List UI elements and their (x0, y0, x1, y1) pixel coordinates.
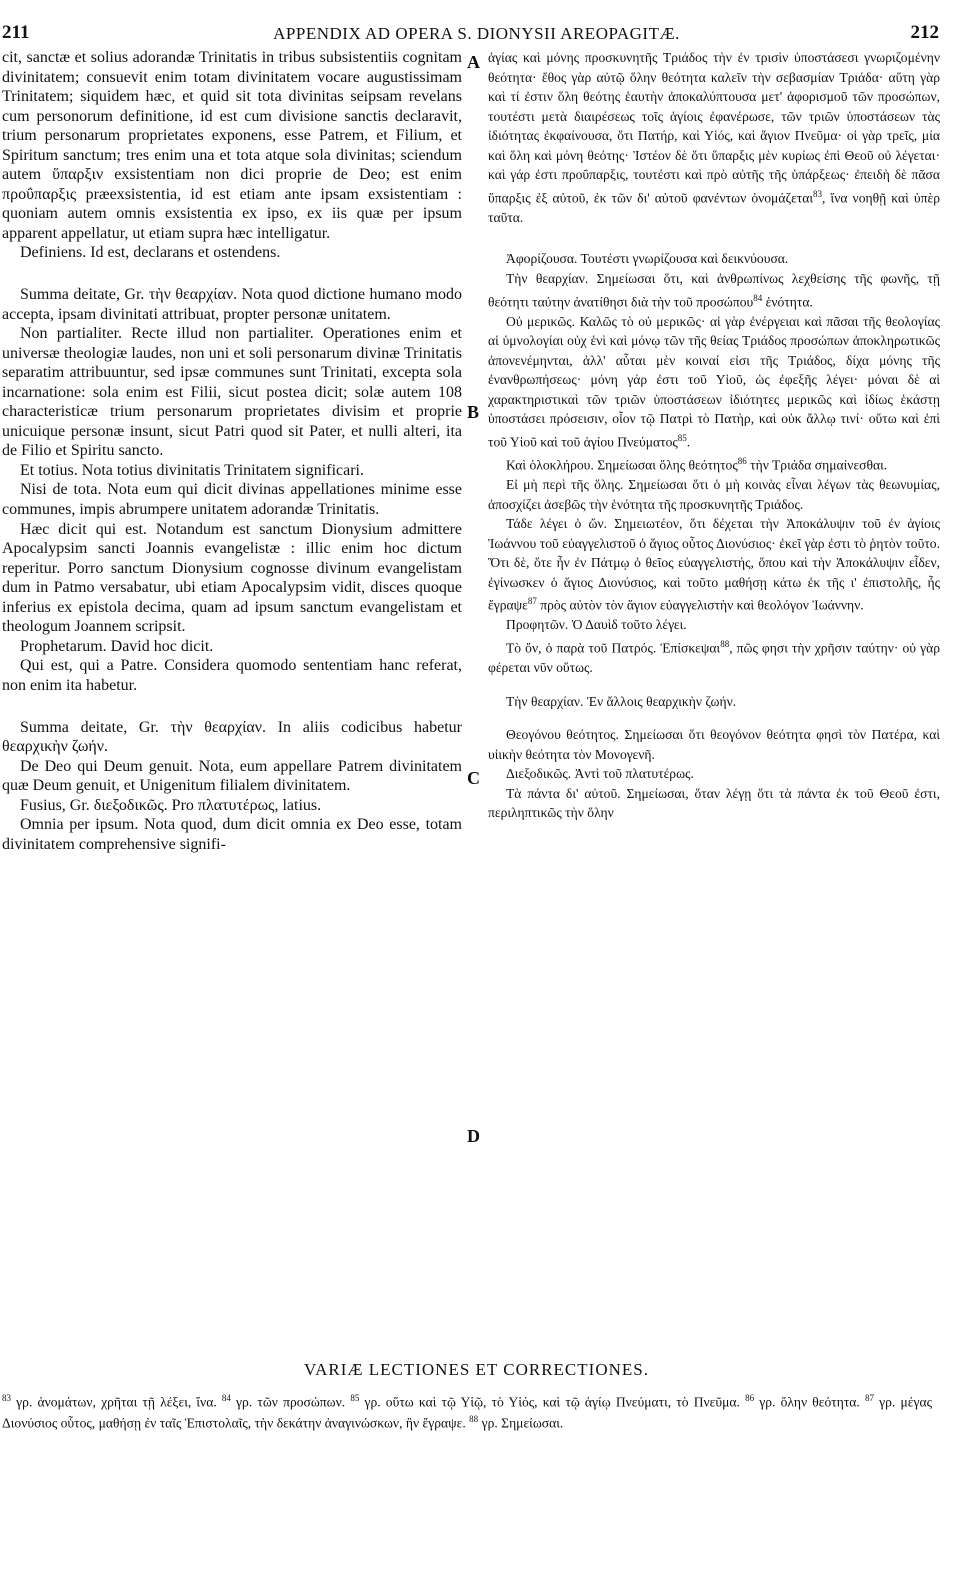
latin-paragraph: De Deo qui Deum genuit. Nota, eum appellare Patrem divinitatem quæ Deum genuit, et Unigenitum filialem divinitatem. (2, 757, 462, 795)
greek-paragraph: Τὸ ὄν, ὁ παρὰ τοῦ Πατρός. Ἐπίσκεψαι$^{88}$, πῶς φησι τὴν χρῆσιν ταύτην· οὐ γὰρ φέρεται νῦν οὕτως. (488, 638, 940, 676)
greek-paragraph: Τὴν θεαρχίαν. Ἐν ἄλλοις θεαρχικὴν ζωήν. (506, 693, 737, 709)
running-header (0, 22, 953, 46)
latin-paragraph: Summa deitate, Gr. τὴν θεαρχίαν. Nota quod dictione humano modo accepta, ipsam divinitati attribuat, propter personæ unitatem. (2, 286, 462, 323)
greek-paragraph: Εἰ μὴ περὶ τῆς ὅλης. Σημείωσαι ὅτι ὁ μὴ κοινὰς εἶναι λέγων τὰς θεωνυμίας, ἀποσχίζει ἀσεβῶς τὴν ἑνότητα τῆς προσκυνητῆς Τριάδος. (488, 477, 940, 512)
greek-paragraph: Διεξοδικῶς. Ἀντὶ τοῦ πλατυτέρως. (506, 766, 694, 782)
latin-paragraph: Definiens. Id est, declarans et ostendens. (20, 244, 281, 262)
variae-lectiones-notes: $^{83}$ γρ. ἀνομάτων, χρῆται τῇ λέξει, ἵνα. $^{84}$ γρ. τῶν προσώπων. $^{85}$ γρ. οὕτω καὶ τῷ Υἱῷ, τὸ Υἱός, καὶ τῷ ἁγίῳ Πνεύματι, τὸ Πνεῦμα. $^{86}$ γρ. ὅλην θεότητα. $^{87}$ γρ. μέγας Διονύσιος οὗτος, μαθήσῃ ἐν ταῖς Ἐπιστολαῖς, τὴν δεκάτην ἀναγινώσκων, ἣν ἔγραψε. $^{88}$ γρ. Σημείωσαι. (2, 1393, 932, 1431)
latin-paragraph: Prophetarum. David hoc dicit. (20, 637, 214, 655)
greek-column (488, 48, 940, 823)
latin-paragraph: Non partialiter. Recte illud non partialiter. Operationes enim et universæ theologiæ laudes, non uni et soli personarum divinæ Trinitatis separatim attribuuntur, sed ipsæ communes sunt Trinitati, excepta sola incarnatione: sola enim est Filii, sicut postea dicit; solæ autem 108 characteristicæ trium personarum proprietates divisim et proprie unicuique personæ insunt, sicut Patri quod sit Pater, et nulli alteri, ita de Filio et Spiritu sancto. (2, 325, 462, 460)
latin-paragraph: Hæc dicit qui est. Notandum est sanctum Dionysium admittere Apocalypsim sancti Joannis evangelistæ : illic enim hoc dictum reperitur. Porro sanctum Dionysium cognosse divinum evangelistam dum in Patmo versabatur, ubi etiam Apocalypsim vidit, disces quoque inferius ex epistola decima, quam ad ipsum sanctum evangelistam et theologum Joannem scripsit. (2, 520, 462, 636)
footnote-ref: 87 (527, 596, 537, 607)
variae-lectiones-heading: VARIÆ LECTIONES ET CORRECTIONES. (304, 1360, 649, 1379)
section-marker-d: D (467, 1126, 480, 1146)
footnote-ref: 88 (720, 638, 730, 649)
greek-paragraph: ἁγίας καὶ μόνης προσκυνητῆς Τριάδος τὴν ἐν τρισὶν ὑποστάσεσι γνωριζομένην θεότητα· ἔθος γὰρ αὐτῷ ὅλην θεότητα καλεῖν τὴν σεβασμίαν Τριάδα· αὕτη γὰρ καὶ τί ἐστιν ὅλη θεότης ἑαυτὴν ἀποκαλύπτουσα μετ' ἀφορισμοῦ τῶν προσώπων, τουτέστι μετὰ διαιρέσεως τοῖς ἁγίοις ἐφανέρωσε, τῶν τριῶν ὑποστάσεων τὰς ἰδιότητας ἐκφαίνουσα, ὅτι Πατήρ, καὶ Υἱός, καὶ ἅγιον Πνεῦμα· οἱ γὰρ τρεῖς, μία καὶ ὅλη καὶ μόνη θεότης· Ἰστέον δὲ ὅτι ὕπαρξις μὲν κυρίως ἐπὶ Θεοῦ οὐ λέγεται· καὶ γάρ ἐστι προΰπαρξις, τουτέστι καὶ πρὸ αὐτῆς τῆς ὑπάρξεως· ἐπειδὴ δὲ πᾶσα ὕπαρξις ἐξ αὐτοῦ, ἐκ τῶν δι' αὐτοῦ φανέντων ὀνομάζεται$^{83}$, ἵνα νοηθῇ καὶ ὑπὲρ ταῦτα. (488, 50, 940, 225)
greek-paragraph: Τάδε λέγει ὁ ὤν. Σημειωτέον, ὅτι δέχεται τὴν Ἀποκάλυψιν τοῦ ἐν ἁγίοις Ἰωάννου τοῦ εὐαγγελιστοῦ ὁ ἅγιος οὗτος Διονύσιος· ἐκεῖ γὰρ ἐστι τὸ ῥητὸν τοῦτο. Ὅτι δὲ, ὅτε ἦν ἐν Πάτμῳ ὁ θεῖος εὐαγγελιστής, ὅπου καὶ τὴν Ἀποκάλυψιν εἶδεν, ἐγίνωσκεν ὁ ἅγιος Διονύσιος, καὶ τοῦτο μαθήσῃ κάτω ἐκ τῆς ι' ἐπιστολῆς, ἧς ἔγραψε$^{87}$ πρὸς αὐτὸν τὸν ἅγιον εὐαγγελιστὴν καὶ θεολόγον Ἰωάννην. (488, 516, 940, 613)
page-number-left: 211 (2, 22, 30, 43)
section-marker-c: C (467, 768, 480, 788)
latin-paragraph: Qui est, qui a Patre. Considera quomodo sententiam hanc referat, non enim ita habetur. (2, 657, 462, 694)
latin-paragraph: Fusius, Gr. διεξοδικῶς. Pro πλατυτέρως, latius. (20, 796, 322, 814)
footnote-ref: 84 (753, 292, 763, 303)
greek-paragraph: Οὐ μερικῶς. Καλῶς τὸ οὐ μερικῶς· αἱ γὰρ ἐνέργειαι καὶ πᾶσαι τῆς θεολογίας αἱ ὑμνολογίαι οὐχ ἑνὶ καὶ μόνῳ τῶν τῆς θείας Τριάδος προσώπων ἀποκληρωτικῶς ἀπονενέμηνται, ἀλλ' αὗται μὲν κοιναί εἰσι τῆς Τριάδος, δίχα μόνης τῆς ἐνανθρωπήσεως· μόνη γάρ ἐστι τοῦ Υἱοῦ, ὡς ἐφεξῆς λέγει· μόναι δὲ αἱ χαρακτηριστικαὶ τῶν τριῶν ὑποστάσεων ἰδιότητες μερικῶς καὶ ἰδίως ἑκάστῃ ὑποστάσει πρόσεισιν, οἷον τῷ Πατρὶ τὸ Πατὴρ, καὶ οὐκ ἄλλῳ τινί· οὕτω καὶ ἐπὶ τοῦ Υἱοῦ καὶ τοῦ ἁγίου Πνεύματος$^{85}$. (488, 313, 940, 450)
section-marker-a: A (467, 52, 480, 72)
latin-paragraph: cit, sanctæ et solius adorandæ Trinitatis in tribus subsistentiis cognitam divinitatem; consuevit enim totam divinitatem vocare augustissimam Trinitatem; siquidem hæc, et quid sit tota divinitas seipsam revelans cum personorum definitione, id est cum divisione sanctis declaravit, trium personarum proprietates exponens, esse Patrem, et Filium, et Spiritum sanctum; tres enim una et tota atque sola divinitas; sciendum autem ὕπαρξιν exsistentiam non dici proprie de Deo; est enim προΰπαρξις præexsistentia, id est etiam ante ipsam exsistentiam : quoniam autem omnis exsistentia ex ipso, ex iis quæ per ipsum apparent appellatur, ut etiam supra hæc intelligatur. (2, 49, 462, 242)
latin-paragraph: Et totius. Nota totius divinitatis Trinitatem significari. (20, 461, 364, 479)
greek-paragraph: Καὶ ὁλοκλήρου. Σημείωσαι ὅλης θεότητος$^{86}$ τὴν Τριάδα σημαίνεσθαι. (506, 455, 888, 473)
latin-paragraph: Summa deitate, Gr. τὴν θεαρχίαν. In aliis codicibus habetur θεαρχικὴν ζωήν. (2, 718, 462, 756)
greek-paragraph: Ἀφορίζουσα. Τουτέστι γνωρίζουσα καὶ δεικνύουσα. (506, 251, 789, 267)
section-marker-b: B (467, 402, 480, 422)
greek-paragraph: Προφητῶν. Ὁ Δαυὶδ τοῦτο λέγει. (506, 617, 687, 633)
footnote-ref: 83 (813, 188, 823, 199)
page-number-right: 212 (910, 22, 939, 43)
latin-paragraph: Nisi de tota. Nota eum qui dicit divinas appellationes minime esse communes, impis abrumpere unitatem adorandæ Trinitatis. (2, 481, 462, 519)
latin-paragraph: Omnia per ipsum. Nota quod, dum dicit omnia ex Deo esse, totam divinitatem comprehensive signifi- (2, 816, 462, 853)
latin-column (2, 48, 462, 854)
greek-paragraph: Τὴν θεαρχίαν. Σημείωσαι ὅτι, καὶ ἀνθρωπίνως λεχθείσης τῆς φωνῆς, τῇ θεότητι ταύτην ἀνατίθησι διὰ τὴν τοῦ προσώπου$^{84}$ ἑνότητα. (488, 271, 940, 310)
footnote-ref: 86 (737, 455, 747, 466)
running-title: APPENDIX AD OPERA S. DIONYSII AREOPAGITÆ. (273, 24, 680, 43)
greek-paragraph: Τὰ πάντα δι' αὐτοῦ. Σημείωσαι, ὅταν λέγῃ ὅτι τὰ πάντα ἐκ τοῦ Θεοῦ ἐστι, περιληπτικῶς τὴν ὅλην (488, 785, 940, 821)
footnote-ref: 85 (677, 432, 687, 443)
greek-paragraph: Θεογόνου θεότητος. Σημείωσαι ὅτι θεογόνον θεότητα φησὶ τὸν Πατέρα, καὶ υἱικὴν θεότητα τὸν Μονογενῆ. (488, 727, 940, 762)
